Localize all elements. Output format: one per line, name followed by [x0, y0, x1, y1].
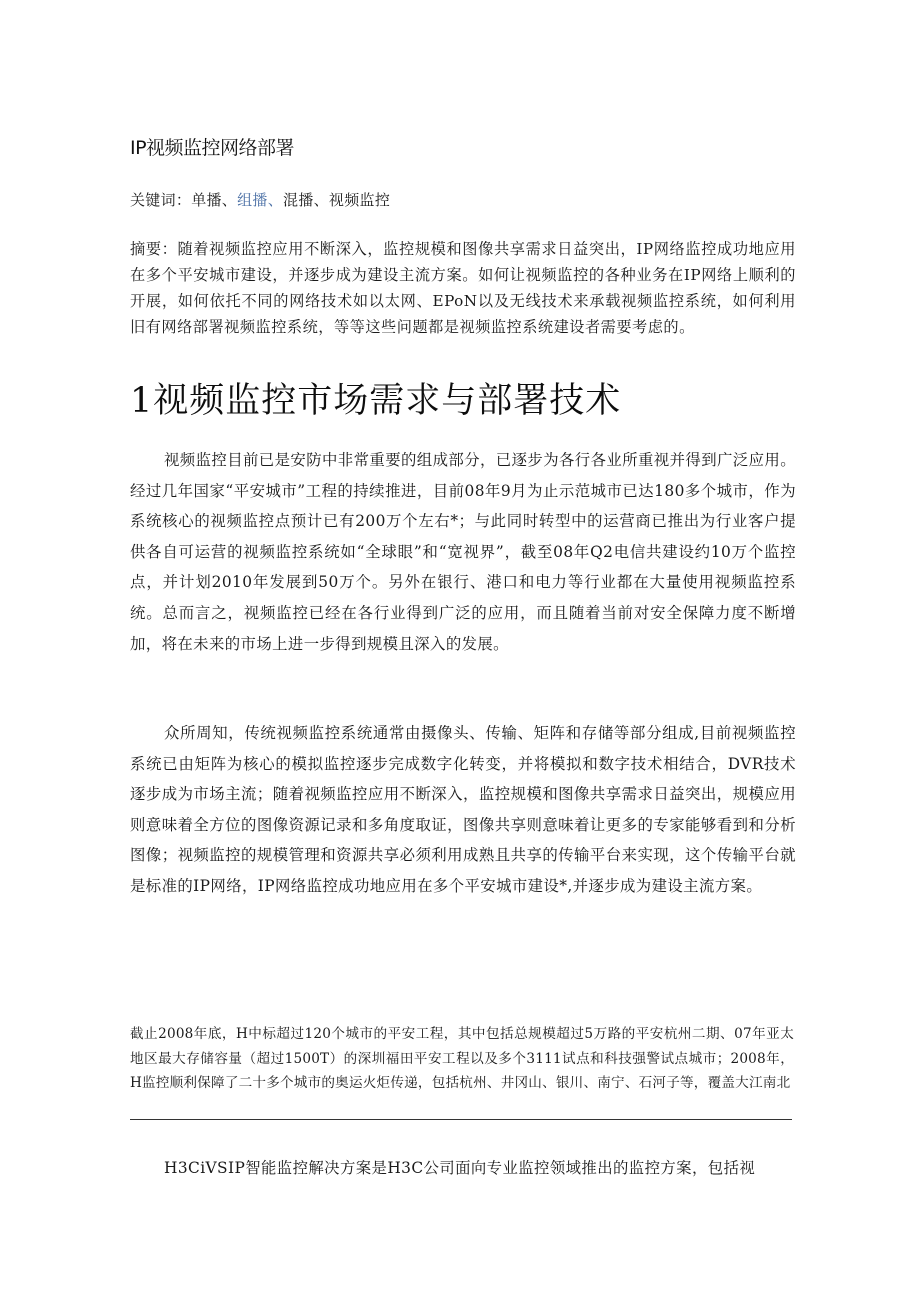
section-1-paragraph-1: 视频监控目前已是安防中非常重要的组成部分，已逐步为各行各业所重视并得到广泛应用。经过几年国家“平安城市”工程的持续推进，目前08年9月为止示范城市已达180多个城市，作为系统核心的视频监控点预计已有200万个左右*；与此同时转型中的运营商已推出为行业客户提供各自可运营的视频监控系统如“全球眼”和“宽视界”，截至08年Q2电信共建设约10万个监控点，并计划2010年发展到50万个。另外在银行、港口和电力等行业都在大量使用视频监控系统。总而言之，视频监控已经在各行业得到广泛的应用，而且随着当前对安全保障力度不断增加，将在未来的市场上进一步得到规模且深入的发展。 — [130, 451, 796, 653]
keywords-label: 关键词： — [130, 191, 192, 209]
footnote-text: 截止2008年底，H中标超过120个城市的平安工程，其中包括总规模超过5万路的平安杭州二期、07年亚太地区最大存储容量（超过1500T）的深圳福田平安工程以及多个3111试点和科技强警试点城市；2008年，H监控顺利保障了二十多个城市的奥运火炬传递，包括杭州、井冈山、银川、南宁、石河子等，覆盖大江南北 — [130, 1026, 794, 1091]
abstract-paragraph: 摘要：随着视频监控应用不断深入，监控规模和图像共享需求日益突出，IP网络监控成功地应用在多个平安城市建设，并逐步成为建设主流方案。如何让视频监控的各种业务在IP网络上顺利的开展，如何依托不同的网络技术如以太网、EPoN以及无线技术来承载视频监控系统，如何利用旧有网络部署视频监控系统，等等这些问题都是视频监控系统建设者需要考虑的。 — [130, 240, 796, 336]
keyword-hybrid: 混播、 — [283, 191, 329, 209]
section-1-paragraph-2: 众所周知，传统视频监控系统通常由摄像头、传输、矩阵和存储等部分组成,目前视频监控系统已由矩阵为核心的模拟监控逐步完成数字化转变，并将模拟和数字技术相结合，DVR技术逐步成为市场主流；随着视频监控应用不断深入，监控规模和图像共享需求日益突出，规模应用则意味着全方位的图像资源记录和多角度取证，图像共享则意味着让更多的专家能够看到和分析图像；视频监控的规模管理和资源共享必须利用成熟且共享的传输平台来实现，这个传输平台就是标准的IP网络，IP网络监控成功地应用在多个平安城市建设*,并逐步成为建设主流方案。 — [130, 724, 796, 895]
keywords-line — [130, 189, 390, 210]
keyword-multicast-link[interactable]: 组播、 — [237, 191, 284, 209]
document-title: IP视频监控网络部署 — [130, 137, 295, 159]
footnote-divider — [130, 1119, 792, 1120]
keyword-unicast: 单播、 — [191, 191, 238, 209]
keyword-video-surveillance: 视频监控 — [328, 191, 391, 209]
section-1-heading: 1视频监控市场需求与部署技术 — [130, 381, 622, 421]
trailing-paragraph: H3CiVSIP智能监控解决方案是H3C公司面向专业监控领域推出的监控方案，包括视 — [164, 1159, 756, 1177]
